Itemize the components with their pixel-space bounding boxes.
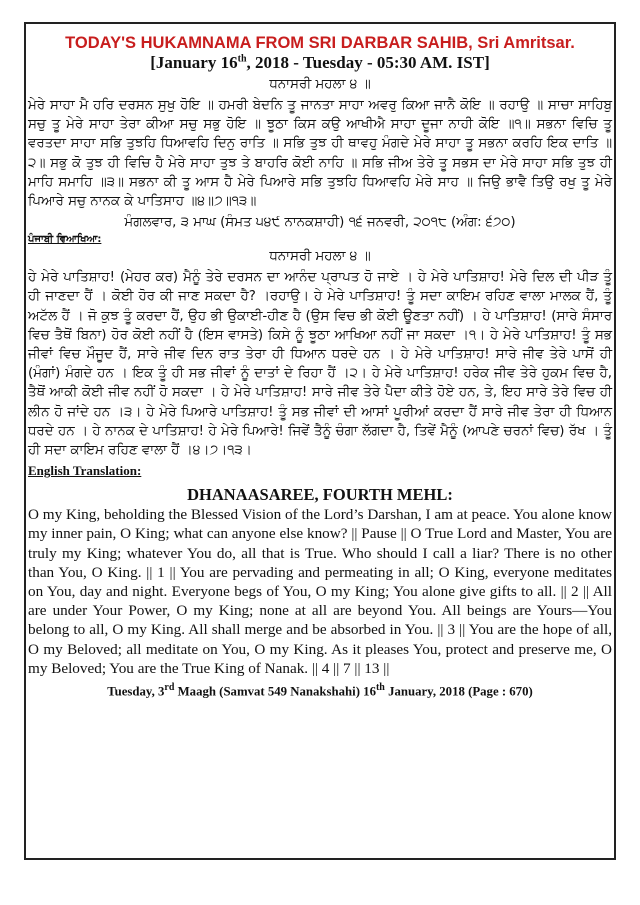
date-sup: th [237,53,247,65]
footer-sup1: rd [164,682,175,694]
gurbani-text: ਮੇਰੇ ਸਾਹਾ ਮੈ ਹਰਿ ਦਰਸਨ ਸੁਖੁ ਹੋਇ ॥ ਹਮਰੀ ਬੇਦਨਿ ਤੂ ਜਾਨਤਾ ਸਾਹਾ ਅਵਰੁ ਕਿਆ ਜਾਨੈ ਕੋਇ ॥ ਰਹਾਉ ॥ ਸਾਚਾ ਸਾਹਿਬੁ ਸਚੁ ਤੂ ਮੇਰੇ ਸਾਹਾ ਤੇਰਾ ਕੀਆ ਸਚੁ ਸਭੁ ਹੋਇ ॥ ਝੂਠਾ ਕਿਸ ਕਉ ਆਖੀਐ ਸਾਹਾ ਦੂਜਾ ਨਾਹੀ ਕੋਇ ॥੧॥ ਸਭਨਾ ਵਿਚਿ ਤੂ ਵਰਤਦਾ ਸਾਹਾ ਸਭਿ ਤੁਝਹਿ ਧਿਆਵਹਿ ਦਿਨੁ ਰਾਤਿ ॥ ਸਭਿ ਤੁਝ ਹੀ ਥਾਵਹੁ ਮੰਗਦੇ ਮੇਰੇ ਸਾਹਾ ਤੂ ਸਭਨਾ ਕਰਹਿ ਇਕ ਦਾਤਿ ॥੨॥ ਸਭੁ ਕੋ ਤੁਝ ਹੀ ਵਿਚਿ ਹੈ ਮੇਰੇ ਸਾਹਾ ਤੁਝ ਤੇ ਬਾਹਰਿ ਕੋਈ ਨਾਹਿ ॥ ਸਭਿ ਜੀਅ ਤੇਰੇ ਤੂ ਸਭਸ ਦਾ ਮੇਰੇ ਸਾਹਾ ਸਭਿ ਤੁਝ ਹੀ ਮਾਹਿ ਸਮਾਹਿ ॥੩॥ ਸਭਨਾ ਕੀ ਤੂ ਆਸ ਹੈ ਮੇਰੇ ਪਿਆਰੇ ਸਭਿ ਤੁਝਹਿ ਧਿਆਵਹਿ ਮੇਰੇ ਸਾਹ ॥ ਜਿਉ ਭਾਵੈ ਤਿਉ ਰਖੁ ਤੂ ਮੇਰੇ ਪਿਆਰੇ ਸਚੁ ਨਾਨਕ ਕੇ ਪਾਤਿਸਾਹ ॥੪॥੭॥੧੩॥ [28,98,612,210]
footer-part1: Tuesday, 3 [107,684,165,699]
english-heading: DHANAASAREE, FOURTH MEHL: [187,485,453,505]
gurbani-date-line: ਮੰਗਲਵਾਰ, ੩ ਮਾਘ (ਸੰਮਤ ੫੪੯ ਨਾਨਕਸ਼ਾਹੀ) ੧੬ ਜਨਵਰੀ, ੨੦੧੮ (ਅੰਗ: ੬੭੦) [124,215,516,231]
date-header [28,53,612,73]
footer-date-line [28,682,612,699]
date-suffix: , 2018 - Tuesday - 05:30 AM. IST] [246,53,490,72]
gurbani-raag-heading: ਧਨਾਸਰੀ ਮਹਲਾ ੪ ॥ [269,77,371,92]
punjabi-raag-heading: ਧਨਾਸਰੀ ਮਹਲਾ ੪ ॥ [269,249,371,265]
footer-part3: January, 2018 (Page : 670) [384,684,533,699]
hukamnama-document [28,26,612,699]
punjabi-explanation-text: ਹੇ ਮੇਰੇ ਪਾਤਿਸ਼ਾਹ! (ਮੇਹਰ ਕਰ) ਮੈਨੂੰ ਤੇਰੇ ਦਰਸਨ ਦਾ ਆਨੰਦ ਪ੍ਰਾਪਤ ਹੋ ਜਾਏ । ਹੇ ਮੇਰੇ ਪਾਤਿਸ਼ਾਹ! ਮੇਰੇ ਦਿਲ ਦੀ ਪੀੜ ਤੂੰ ਹੀ ਜਾਣਦਾ ਹੈਂ । ਕੋਈ ਹੋਰ ਕੀ ਜਾਣ ਸਕਦਾ ਹੈ? ।ਰਹਾਉ। ਹੇ ਮੇਰੇ ਪਾਤਿਸ਼ਾਹ! ਤੂੰ ਸਦਾ ਕਾਇਮ ਰਹਿਣ ਵਾਲਾ ਮਾਲਕ ਹੈਂ, ਤੂੰ ਅਟੱਲ ਹੈਂ । ਜੋ ਕੁਝ ਤੂੰ ਕਰਦਾ ਹੈਂ, ਉਹ ਭੀ ਉਕਾਈ-ਹੀਣ ਹੈ (ਉਸ ਵਿਚ ਭੀ ਕੋਈ ਊਣਤਾ ਨਹੀਂ) । ਹੇ ਪਾਤਿਸ਼ਾਹ! (ਸਾਰੇ ਸੰਸਾਰ ਵਿਚ ਤੈਥੋਂ ਬਿਨਾ) ਹੋਰ ਕੋਈ ਨਹੀਂ ਹੈ (ਇਸ ਵਾਸਤੇ) ਕਿਸੇ ਨੂੰ ਝੂਠਾ ਆਖਿਆ ਨਹੀਂ ਜਾ ਸਕਦਾ ।੧। ਹੇ ਮੇਰੇ ਪਾਤਿਸ਼ਾਹ! ਤੂੰ ਸਭ ਜੀਵਾਂ ਵਿਚ ਮੌਜੂਦ ਹੈਂ, ਸਾਰੇ ਜੀਵ ਦਿਨ ਰਾਤ ਤੇਰਾ ਹੀ ਧਿਆਨ ਧਰਦੇ ਹਨ । ਹੇ ਮੇਰੇ ਪਾਤਿਸ਼ਾਹ! ਸਾਰੇ ਜੀਵ ਤੇਰੇ ਪਾਸੋਂ ਹੀ (ਮੰਗਾਂ) ਮੰਗਦੇ ਹਨ । ਇਕ ਤੂੰ ਹੀ ਸਭ ਜੀਵਾਂ ਨੂੰ ਦਾਤਾਂ ਦੇ ਰਿਹਾ ਹੈਂ ।੨। ਹੇ ਮੇਰੇ ਪਾਤਿਸ਼ਾਹ! ਹਰੇਕ ਜੀਵ ਤੇਰੇ ਹੁਕਮ ਵਿਚ ਹੈ, ਤੈਥੋਂ ਆਕੀ ਕੋਈ ਜੀਵ ਨਹੀਂ ਹੋ ਸਕਦਾ । ਹੇ ਮੇਰੇ ਪਾਤਿਸ਼ਾਹ! ਸਾਰੇ ਜੀਵ ਤੇਰੇ ਪੈਦਾ ਕੀਤੇ ਹੋਏ ਹਨ, ਤੇ, ਇਹ ਸਾਰੇ ਤੇਰੇ ਵਿਚ ਹੀ ਲੀਨ ਹੋ ਜਾਂਦੇ ਹਨ ।੩। ਹੇ ਮੇਰੇ ਪਿਆਰੇ ਪਾਤਿਸ਼ਾਹ! ਤੂੰ ਸਭ ਜੀਵਾਂ ਦੀ ਆਸਾਂ ਪੂਰੀਆਂ ਕਰਦਾ ਹੈਂ ਸਾਰੇ ਜੀਵ ਤੇਰਾ ਹੀ ਧਿਆਨ ਧਰਦੇ ਹਨ । ਹੇ ਨਾਨਕ ਦੇ ਪਾਤਿਸ਼ਾਹ! ਹੇ ਮੇਰੇ ਪਿਆਰੇ! ਜਿਵੇਂ ਤੈਨੂੰ ਚੰਗਾ ਲੱਗਦਾ ਹੈ, ਤਿਵੇਂ ਮੈਨੂੰ (ਆਪਣੇ ਚਰਨਾਂ ਵਿਚ) ਰੱਖ । ਤੂੰ ਹੀ ਸਦਾ ਕਾਇਮ ਰਹਿਣ ਵਾਲਾ ਹੈਂ ।੪।੭।੧੩। [28,270,613,459]
footer-sup2: th [375,682,385,694]
english-translation-label: English Translation: [28,463,142,479]
date-prefix: [January 16 [150,53,238,72]
footer-part2: Maagh (Samvat 549 Nanakshahi) 16 [174,684,376,699]
punjabi-explanation-label: ਪੰਜਾਬੀ ਵਿਆਖਿਆ: [28,234,102,246]
english-translation-text: O my King, beholding the Blessed Vision of the Lord’s Darshan, I am at peace. You alone know my inner pain, O King; what can anyone else know? || Pause || O True Lord and Master, You are truly my King; whatever You do, all that is True. Who should I call a liar? There is no other than You, O King. || 1 || You are pervading and permeating in all; O King, everyone meditates on You, day and night. Everyone begs of You, O my King; You alone give gifts to all. || 2 || All are under Your Power, O my King; none at all are beyond You. All beings are Yours—You belong to all, O my King. All shall merge and be absorbed in You. || 3 || You are the hope of all, O my Beloved; all meditate on You, O my King. As it pleases You, protect and preserve me, O my Beloved; You are the True King of Nanak. || 4 || 7 || 13 || [28,506,612,677]
page-title: TODAY'S HUKAMNAMA FROM SRI DARBAR SAHIB, Sri Amritsar. [65,34,575,52]
